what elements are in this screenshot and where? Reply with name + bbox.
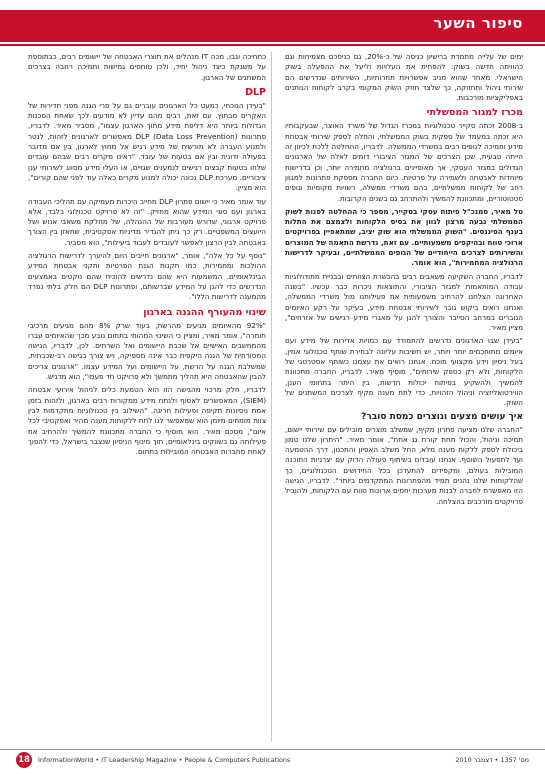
paragraph: "92% מהאיומים מגיעים מהרשת, בעוד שרק 8% מהם מגיעים מרכיבי חומרה", אומר מאיר, ומציין כי השינוי המהותי בתחום נובע מכך שהאיומים עברו מהמחשבים האישיים אל שכבת היישומים ואל השרתים. לכן, לדבריו, הגישה המסורתית של הגנה היקפית כבר אינה מספיקה, ויש צורך בגישה רב-שכבתית, שמשלבת הגנה על הרשת, על היישומים ועל המידע עצמו. "ארגונים צריכים להבין שהאבטחה היא תהליך מתמשך ולא פרויקט חד פעמי", הוא מדגיש. — [28, 320, 266, 382]
paragraph: לדבריו, החברה השקיעה משאבים רבים בהכשרת הצוותים ובבניית מתודולוגיות עבודה המותאמות למגזר הציבורי, והתוצאות ניכרות כבר עכשיו. "בשנה האחרונה הצלחנו להרחיב משמעותית את פעילותנו מול משרדי הממשלה, ואנחנו רואים ביקוש גובר לשירותי אבטחת מידע, בעיקר על רקע האיומים הגוברים במרחב הסייבר והצורך להגן על מאגרי מידע רגישים של אזרחים", מציין מאיר. — [285, 271, 523, 333]
column-divider — [271, 52, 272, 742]
issue-date: מס' 1357 • דצמבר 2010 — [455, 756, 529, 764]
page-number: 18 — [16, 752, 32, 768]
article-column-right — [285, 52, 523, 510]
subheading: איך עושים מצעים ונוצרים כמסת סובר? — [361, 411, 523, 422]
section-title: סיפור השער — [433, 14, 523, 32]
paragraph: ימים של עלייה מתמדת ברישיון כניסה של כ-20%, גם כניסכם מצמיחות וגם כהוויתה חדשה בשוק: להפחית את העלויות וליעל את ההפעלה בשוק הישראלי. מאחר שהוא מניב אפשרויות תחרותיות, השירותים שנדרשים הם שירותי ניהול ותחזוקה, כך שלצד חוזק השוק המקומי בקרב לקוחות הנותנים באפליקציות מורכבות. — [285, 52, 523, 103]
footer-divider — [0, 749, 545, 750]
paragraph: "החברה שלנו מציעה פתרון מקיף, שמשלב מוצרים מובילים עם שירותי יישום, תמיכה וניהול, והכול תחת קורת גג אחת", אומר מאיר. "היתרון שלנו טמון ביכולת לספק ללקוח מענה מלא, החל משלב האפיון והתכנון, דרך ההטמעה ועד לתפעול השוטף. אנחנו עובדים בשיתוף פעולה הדוק עם יצרניות התוכנה המובילות בעולם, ומקפידים להתעדכן בכל החידושים הטכנולוגיים, כך שהלקוחות שלנו נהנים תמיד מהפתרונות המתקדמים ביותר". לדבריו, הגישה הזו מאפשרת לחברה לבנות מערכות יחסים ארוכות טווח עם הלקוחות, ולהוביל פרויקטים מורכבים בהצלחה. — [285, 424, 523, 506]
subheading: שינוי מהעורף ההגנה בארגון — [143, 306, 266, 318]
publication-info: InformationWorld • IT Leadership Magazine • People & Computers Publications — [38, 756, 291, 764]
article-column-left — [28, 52, 266, 460]
paragraph: "בעידן שבו הארגונים נדרשים להתמודד עם כמויות אדירות של מידע ועם איומים מתוחכמים יותר ויותר, יש חשיבות עליונה לבחירת שותף טכנולוגי אמין, בעל ניסיון וידע מקצועי מוכח. אנחנו רואים את עצמנו כשותף אסטרטגי של הלקוחות, ולא רק כספק שירותים", מוסיף מאיר. לדבריו, החברה מתכוונת להמשיך ולהשקיע בפיתוח יכולות חדשות, בין היתר בתחומי הענן, הווירטואליזציה וניהול הזהויות, כדי לתת מענה מקיף לצרכים המשתנים של השוק. — [285, 336, 523, 408]
paragraph: "בעידן הנוכחי, כמעט כל הארגונים עוברים גם על פרי הגנה מפני חדירות של האקרים מבחוץ. עם זאת, רבים מהם עדיין לא מודעים לכך שאחת הסכנות הגדולות ביותר היא דליפת מידע מתוך הארגון עצמו", מסביר מאיר. לדבריו, פתרונות DLP (Data Loss Prevention) מאפשרים לארגונים לזהות, לנטר ולמנוע העברה לא מורשית של מידע רגיש אל מחוץ לארגון, בין אם מדובר בפעולה זדונית ובין אם בטעות של עובד. "ראינו מקרים רבים שבהם עובדים שלחו בטעות קבצים רגישים לנמענים שגויים, או העלו מידע מסווג לשירותי ענן ציבוריים. מערכת DLP נכונה יכולה למנוע מקרים כאלה עוד לפני שהם קורים", הוא מציין. — [28, 100, 267, 193]
paragraph: כתחיכה וגבו, מכה IT מנהלים את תוצרי האבטחה של יישומים רבים, כבתוספת על משנקת כיצד ניהול יחיד, ולכן טוחסים גמישות ותמיכה רחבה בצרכים המשתנים של הארגון. — [28, 52, 266, 82]
page-footer — [16, 752, 529, 770]
paragraph: "נוסף על כל אלה", אומר, "ארגונים חייבים היום להיערך לדרישות הרגולציה ההולכות ומחמירות, כמו תקנות הגנת הפרטיות ותקני אבטחת המידע הבינלאומיים. המשמעות היא שהם נדרשים להוכיח שהם נוקטים באמצעים הנדרשים כדי להגן על המידע שברשותם, ופתרונות DLP הם חלק בלתי נפרד מהמענה לדרישות הללו". — [28, 251, 266, 302]
paragraph: טל מאיר, סמנכ"ל פיתוח עסקי בסקייר, מספר כי ההחלטה לפנות לשוק הממשלתי נבעה מרצון לגוון את בסיס הלקוחות ולצמצם את התלות בענף הפיננסים. "השוק הממשלתי הוא שוק יציב, שמתאפיין בפרויקטים ארוכי טווח ובהיקפים משמעותיים. עם זאת, נדרשת התאמה של המוצרים והשירותים לצרכים הייחודיים של הגופים הממשלתיים, ובעיקר לדרישות הרגולציה המחמירות", הוא אומר. — [285, 206, 523, 268]
subheading: DLP — [245, 86, 266, 98]
paragraph: לדבריו, חלק מרכזי מהגישה הזו הוא הטמעת כלים לניהול אירועי אבטחה (SIEM), המאפשרים לאסוף ולנתח מידע ממקורות רבים בארגון, ולזהות בזמן אמת ניסיונות תקיפה ופעילות חריגה. "השילוב בין טכנולוגיות מתקדמות לבין צוות מומחים מיומן הוא שמאפשר לנו לתת ללקוחות מענה מהיר ואפקטיבי לכל איום", מסכם מאיר. הוא מוסיף כי החברה מתכוונת להמשיך ולהרחיב את פעילותה גם בשווקים בינלאומיים, תוך מינוף הניסיון שנצבר בישראל, כדי להפוך לאחת מחברות האבטחה המובילות בתחום. — [28, 385, 266, 457]
paragraph: עוד אומר מאיר כי יישום פתרון DLP מחייב היכרות מעמיקה עם תהליכי העבודה בארגון ועם סוגי המידע שהוא מחזיק. "זה לא פרויקט טכנולוגי בלבד, אלא פרויקט ארגוני, שדורש מעורבות של ההנהלה, של מחלקת משאבי אנוש ושל היועצים המשפטיים. רק כך ניתן להגדיר מדיניות אפקטיבית, שתאזן בין הצורך באבטחה לבין הרצון לאפשר לעובדים לעבוד ביעילות", הוא מסביר. — [28, 196, 266, 247]
header-divider — [0, 44, 545, 46]
paragraph: ב-2008 זכתה סקייר טכנולוגיות במכרז הגדול של משרד האוצר, שבעקבותיו היא זכתה במעמד של ספקית בשוק הממשלתי, והחלה לספק שירותי אבטחת מידע ותמיכה לגופים רבים במשרדי הממשלה. לדבריו, ההחלטה ללכת לכיוון זה הייתה טבעית, שכן הצרכים של המגזר הציבורי דומים לאלה של הארגונים הגדולים במגזר העסקי, אך מאופיינים ברגולציה מחמירה יותר, וכן בדרישות מיוחדות לאבטחה ולשמירה על פרטיות. כיום החברה מספקת פתרונות למגוון רחב של לקוחות ממשלתיים, בהם משרדי ממשלה, רשויות מקומיות וגופים סטטוטוריים, ומתכוונת להמשיך ולהתרחב גם בשנים הקרובות. — [285, 121, 523, 203]
subheading: מכרז למגור המסשלתי — [426, 107, 523, 119]
